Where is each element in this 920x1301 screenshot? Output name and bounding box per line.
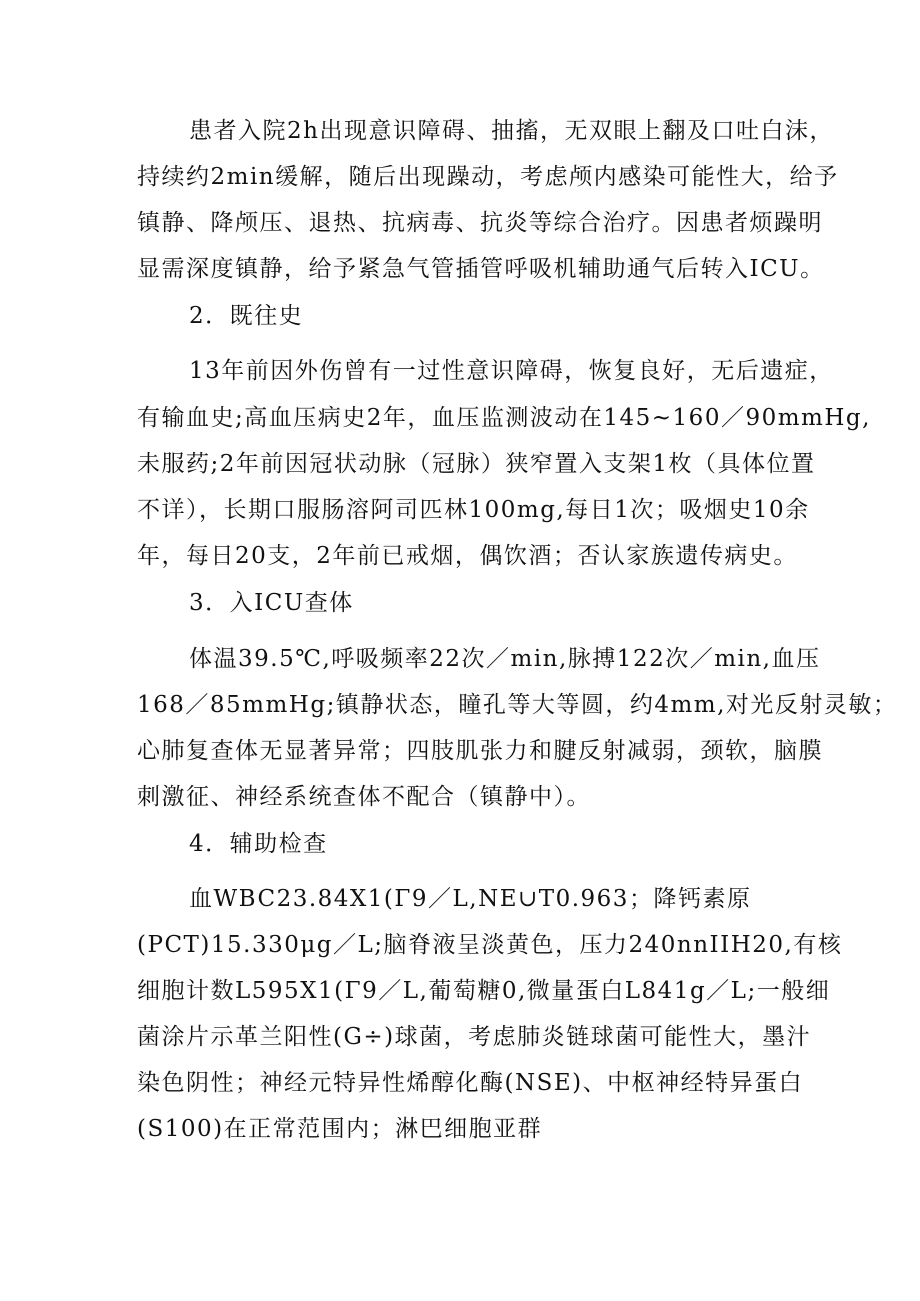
icu-exam-line-2: 168／85mmHg;镇静状态，瞳孔等大等圆，约4mm,对光反射灵敏；: [137, 692, 898, 718]
past-history-line-1: 13年前因外伤曾有一过性意识障碍，恢复良好，无后遗症，: [189, 358, 834, 384]
intro-line-2: 持续约2min缓解，随后出现躁动，考虑颅内感染可能性大，给予: [137, 164, 839, 190]
section-heading-past-history: 2．既往史: [189, 303, 304, 329]
aux-exam-line-6: (S100)在正常范围内；淋巴细胞亚群: [137, 1116, 543, 1142]
intro-line-4: 显需深度镇静，给予紧急气管插管呼吸机辅助通气后转入ICU。: [137, 256, 825, 282]
icu-exam-line-1: 体温39.5℃,呼吸频率22次／min,脉搏122次／min,血压: [189, 646, 821, 672]
icu-exam-line-4: 刺激征、神经系统查体不配合（镇静中）。: [137, 784, 591, 810]
aux-exam-line-4: 菌涂片示革兰阳性(G÷)球菌，考虑肺炎链球菌可能性大，墨汁: [137, 1024, 812, 1050]
past-history-line-3: 未服药;2年前因冠状动脉（冠脉）狭窄置入支架1枚（具体位置: [137, 451, 816, 477]
aux-exam-line-5: 染色阴性；神经元特异性烯醇化酶(NSE)、中枢神经特异蛋白: [137, 1070, 804, 1096]
intro-line-3: 镇静、降颅压、退热、抗病毒、抗炎等综合治疗。因患者烦躁明: [137, 210, 823, 236]
past-history-line-5: 年，每日20支，2年前已戒烟，偶饮酒；否认家族遗传病史。: [137, 543, 798, 569]
intro-line-1: 患者入院2h出现意识障碍、抽搐，无双眼上翻及口吐白沫，: [189, 118, 834, 144]
past-history-line-4: 不详），长期口服肠溶阿司匹林100mg,每日1次；吸烟史10余: [137, 497, 810, 523]
section-heading-icu-exam: 3．入ICU查体: [189, 590, 354, 616]
past-history-line-2: 有输血史;高血压病史2年，血压监测波动在145~160／90mmHg,: [137, 405, 871, 431]
aux-exam-line-1: 血WBC23.84X1(Γ9／L,NE∪T0.963；降钙素原: [189, 886, 752, 912]
icu-exam-line-3: 心肺复查体无显著异常；四肢肌张力和腱反射减弱，颈软，脑膜: [137, 738, 823, 764]
aux-exam-line-2: (PCT)15.330μg／L;脑脊液呈淡黄色，压力240nnIIH20,有核: [137, 932, 843, 958]
section-heading-aux-exam: 4．辅助检查: [189, 831, 328, 857]
aux-exam-line-3: 细胞计数L595X1(Γ9／L,葡萄糖0,微量蛋白L841g／L;一般细: [137, 978, 831, 1004]
